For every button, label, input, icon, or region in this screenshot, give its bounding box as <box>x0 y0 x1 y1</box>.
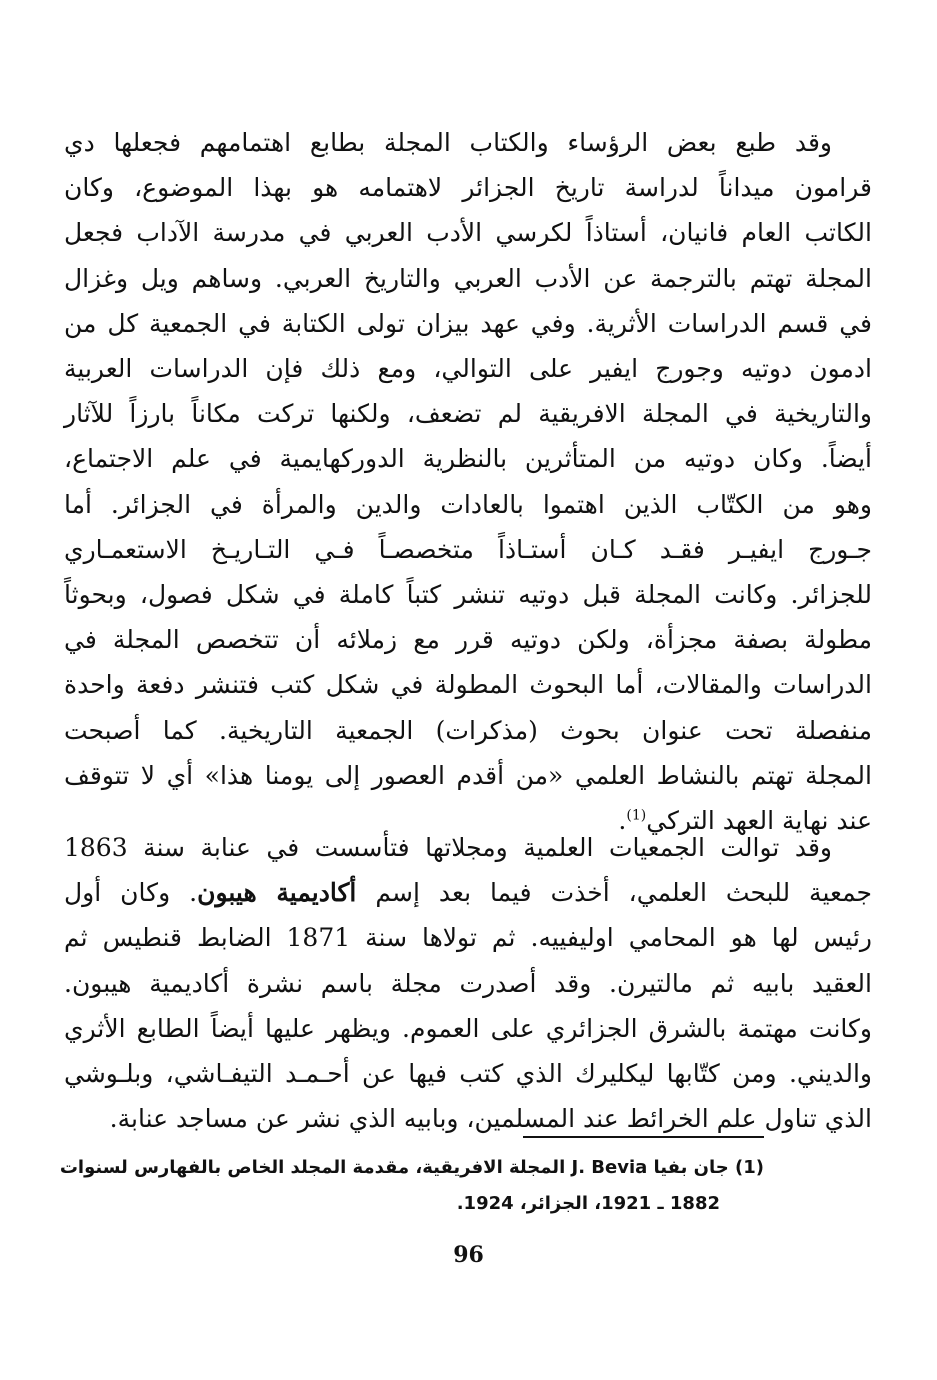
footnote-line: (1) جان بفيا J. Bevia المجلة الافريقية، مقدمة المجلد الخاص بالفهارس لسنوات <box>59 1157 764 1178</box>
paragraph-1-line: ادمون دوتيه وجورج ايفير على التوالي، ومع ذلك فإن الدراسات العربية <box>64 354 872 384</box>
paragraph-1-line: الدراسات والمقالات، أما البحوث المطولة في شكل كتب فتنشر دفعة واحدة <box>64 670 872 700</box>
line-text: جمعية للبحث العلمي، أخذت فيما بعد إسم <box>356 878 872 908</box>
line-text: وقد طبع بعض الرؤساء والكتاب المجلة بطابع اهتمامهم فجعلها دي <box>64 128 832 157</box>
paragraph-2-line <box>64 870 872 915</box>
paragraph-1 <box>64 120 872 843</box>
paragraph-2-last-line: الذي تناول علم الخرائط عند المسلمين، وبابيه الذي نشر عن مساجد عنابة. <box>109 1104 872 1134</box>
page-number: 96 <box>453 1242 484 1268</box>
footnote-line: 1882 ـ 1921، الجزائر، 1924. <box>456 1193 720 1214</box>
paragraph-2-line <box>64 825 872 870</box>
line-text: وقد توالت الجمعيات العلمية ومجلاتها فتأسست في عنابة سنة 1863 <box>64 833 832 862</box>
paragraph-1-line: مطولة بصفة مجزأة، ولكن دوتيه قرر مع زملائه أن تتخصص المجلة في <box>64 625 872 655</box>
paragraph-1-line: والتاريخية في المجلة الافريقية لم تضعف، ولكنها تركت مكاناً بارزاً للآثار <box>64 399 872 429</box>
footnote-reference[interactable]: (1) <box>626 807 647 824</box>
paragraph-1-line: منفصلة تحت عنوان بحوث (مذكرات) الجمعية التاريخية. كما أصبحت <box>64 715 872 745</box>
paragraph-2-line: العقيد بابيه ثم مالتيرن. وقد أصدرت مجلة باسم نشرة أكاديمية هيبون. <box>64 968 872 998</box>
paragraph-1-line: وهو من الكتّاب الذين اهتموا بالعادات والدين والمرأة في الجزائر. أما <box>64 489 872 519</box>
end-punctuation: . <box>618 806 627 836</box>
paragraph-2-line: رئيس لها هو المحامي اوليفييه. ثم تولاها سنة 1871 الضابط قنطيس ثم <box>64 923 872 953</box>
paragraph-1-line: في قسم الدراسات الأثرية. وفي عهد بيزان تولى الكتابة في الجمعية كل من <box>64 308 872 338</box>
paragraph-2-line: والديني. ومن كتّابها ليكليرك الذي كتب فيها عن أحـمـد التيفـاشي، وبلـوشي <box>64 1059 872 1089</box>
paragraph-1-body <box>64 120 872 843</box>
footnote-separator-rule <box>523 1136 764 1138</box>
academy-name-bold: أكاديمية هيبون <box>197 878 357 908</box>
line-text: . وكان أول <box>64 878 198 908</box>
paragraph-1-line: المجلة تهتم بالترجمة عن الأدب العربي والتاريخ العربي. وساهم ويل وغزال <box>64 263 872 293</box>
paragraph-2-body <box>64 825 872 1141</box>
line-text: عند نهاية العهد التركي <box>646 806 872 836</box>
paragraph-1-line: أيضاً. وكان دوتيه من المتأثرين بالنظرية الدوركهايمية في علم الاجتماع، <box>64 444 872 474</box>
paragraph-1-line: جـورج ايفيـر فقـد كـان أستـاذاً متخصصـاً فـي التـاريـخ الاستعمـاري <box>64 534 872 564</box>
paragraph-1-line <box>64 120 872 165</box>
paragraph-1-line: قرامون ميداناً لدراسة تاريخ الجزائر لاهتمامه هو بهذا الموضوع، وكان <box>64 173 872 203</box>
paragraph-1-line: المجلة تهتم بالنشاط العلمي «من أقدم العصور إلى يومنا هذا» أي لا تتوقف <box>64 760 872 790</box>
paragraph-1-line: للجزائر. وكانت المجلة قبل دوتيه تنشر كتباً كاملة في شكل فصول، وبحوثاً <box>64 580 872 610</box>
paragraph-1-line: الكاتب العام فانيان، أستاذاً لكرسي الأدب العربي في مدرسة الآداب فجعل <box>64 218 872 248</box>
footnote <box>59 1150 764 1222</box>
paragraph-2 <box>64 825 872 1141</box>
paragraph-2-line: وكانت مهتمة بالشرق الجزائري على العموم. ويظهر عليها أيضاً الطابع الأثري <box>64 1013 872 1043</box>
